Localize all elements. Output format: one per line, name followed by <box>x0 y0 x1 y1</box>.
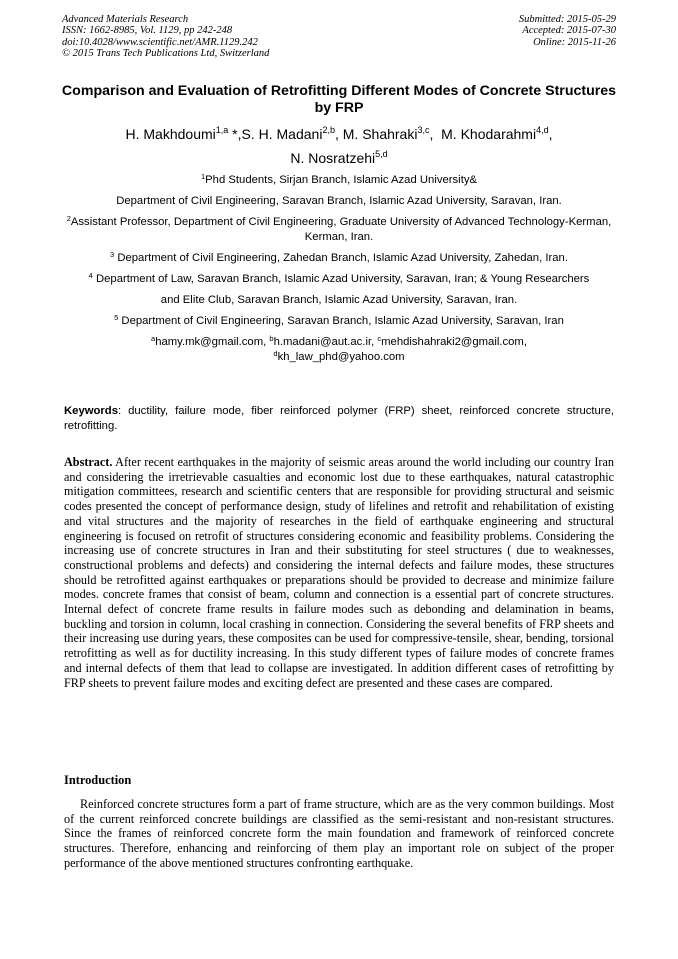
introduction-paragraph: Reinforced concrete structures form a part of frame structure, which are as the very common buildings. Most of the current reinforced concrete buildings are classified as the semi-resistant and non-resistant structures. Since the frames of reinforced concrete form the main foundation and framework of reinforced concrete structures. Therefore, enhancing and reinforcing of them play an important role on subject of the proper performance of the above mentioned structures confronting earthquake. <box>64 797 614 870</box>
affil-mark: 1 <box>200 172 206 181</box>
affiliation-4-cont: and Elite Club, Saravan Branch, Islamic Azad University, Saravan, Iran. <box>160 294 518 306</box>
author-affil-mark: 2,b <box>322 125 335 135</box>
author-emails <box>60 335 618 365</box>
affil-mark: 3 <box>110 250 115 259</box>
date-submitted: Submitted: 2015-05-29 <box>518 14 616 25</box>
abstract-text: After recent earthquakes in the majority of seismic areas around the world including our country Iran and considering the irretrievable casualties and economic lost due to these earthquakes, natural catastrophic mitigation committees, research and scientific centers that are responsible for providing structural and seismic codes presented the concept of performance design, study of lifelines and retrofit and rehabilitation of existing and vital structures and the majority of researches in the field of earthquake engineering and structural engineering is focused on retrofit of structures considering economic and feasibility problems. Considering the increasing use of concrete structures in Iran and their substituting for steel structures ( due to weaknesses, constructional problems and defects) and considering the internal defects and failure modes, these structures should be retrofitted against earthquakes or preparations should be provided to decrease and minimize failure modes. concrete frames that consist of beam, column and connection is a essential part of concrete structures. Internal defect of concrete frame results in failure modes such as debonding and delamination in beams, buckling and torsion in column, local crashing in connection. Considering the several benefits of FRP sheets and their increasing use during years, these composites can be used for compressive-tensile, shear, bending, torsional retrofitting as well as for ductility increasing. In this study different types of failure modes of concrete frames and internal defects of them that lead to collapse are investigated. In addition different cases of retrofitting by FRP sheets to prevent failure modes and exciting defect are presented and these cases are compared. <box>64 455 614 690</box>
author-affil-mark: 1,a <box>215 125 229 135</box>
affiliation-text: Department of Law, Saravan Branch, Islamic Azad University, Saravan, Iran; & Young Researchers <box>92 273 590 285</box>
abstract-label: Abstract. <box>64 455 113 469</box>
paper-title: Comparison and Evaluation of Retrofitting Different Modes of Concrete Structures by FRP <box>61 83 617 116</box>
section-heading-introduction: Introduction <box>64 773 132 787</box>
author-separator: *, <box>228 126 242 142</box>
author-affil-mark: 4,d <box>536 125 549 135</box>
affiliation-text: Department of Civil Engineering, Zahedan Branch, Islamic Azad University, Zahedan, Iran. <box>114 252 568 264</box>
publication-dates <box>519 14 616 48</box>
affil-mark: 2 <box>66 214 71 223</box>
author-separator: , <box>429 126 442 142</box>
author-name: N. Nosratzehi <box>290 150 376 166</box>
author-separator: , <box>334 126 343 142</box>
email-link[interactable]: hamy.mk@gmail.com, <box>155 336 270 348</box>
affiliation-2 <box>60 215 618 245</box>
keywords-text: : ductility, failure mode, fiber reinforced polymer (FRP) sheet, reinforced concrete structure, retrofitting. <box>64 405 614 432</box>
email-mark: d <box>273 349 278 358</box>
email-mark: c <box>377 334 382 343</box>
email-link[interactable]: kh_law_phd@yahoo.com <box>277 351 405 363</box>
author-separator: , <box>548 126 553 142</box>
date-online: Online: 2015-11-26 <box>533 36 616 48</box>
author-list <box>60 122 618 170</box>
author-name: S. H. Madani <box>241 126 323 142</box>
affiliation-4 <box>60 272 618 287</box>
journal-issn: ISSN: 1662-8985, Vol. 1129, pp 242-248 <box>62 25 233 37</box>
affiliation-5 <box>60 314 618 329</box>
email-link[interactable]: h.madani@aut.ac.ir, <box>273 336 378 348</box>
journal-name: Advanced Materials Research <box>62 14 189 25</box>
author-name: M. Khodarahmi <box>441 126 537 142</box>
email-mark: a <box>151 334 156 343</box>
affiliation-text: Assistant Professor, Department of Civil Engineering, Graduate University of Advanced Technology-Kerman, Kerman, Iran. <box>70 216 612 243</box>
author-affil-mark: 5,d <box>375 149 388 159</box>
author-affil-mark: 3,c <box>417 125 430 135</box>
affiliation-text: Department of Civil Engineering, Saravan Branch, Islamic Azad University, Saravan, Iran <box>118 315 564 327</box>
affiliation-1 <box>60 173 618 188</box>
email-link[interactable]: mehdishahraki2@gmail.com, <box>381 336 527 348</box>
affil-mark: 5 <box>114 313 119 322</box>
journal-info <box>62 14 269 59</box>
affil-mark: 4 <box>88 271 93 280</box>
journal-copyright: © 2015 Trans Tech Publications Ltd, Switzerland <box>62 47 270 59</box>
affiliation-text: Phd Students, Sirjan Branch, Islamic Azad University& <box>205 174 478 186</box>
affiliation-3 <box>60 251 618 266</box>
email-mark: b <box>269 334 274 343</box>
keywords-label: Keywords <box>64 405 118 417</box>
affiliations <box>60 173 618 371</box>
author-name: H. Makhdoumi <box>125 126 216 142</box>
author-name: M. Shahraki <box>342 126 418 142</box>
affiliation-1-cont: Department of Civil Engineering, Saravan Branch, Islamic Azad University, Saravan, Iran. <box>116 195 562 207</box>
journal-doi: doi:10.4028/www.scientific.net/AMR.1129.242 <box>62 36 258 48</box>
author-line-2 <box>60 146 618 170</box>
date-accepted: Accepted: 2015-07-30 <box>522 25 616 37</box>
keywords <box>64 404 614 434</box>
abstract <box>64 455 614 690</box>
author-line-1 <box>60 122 618 146</box>
